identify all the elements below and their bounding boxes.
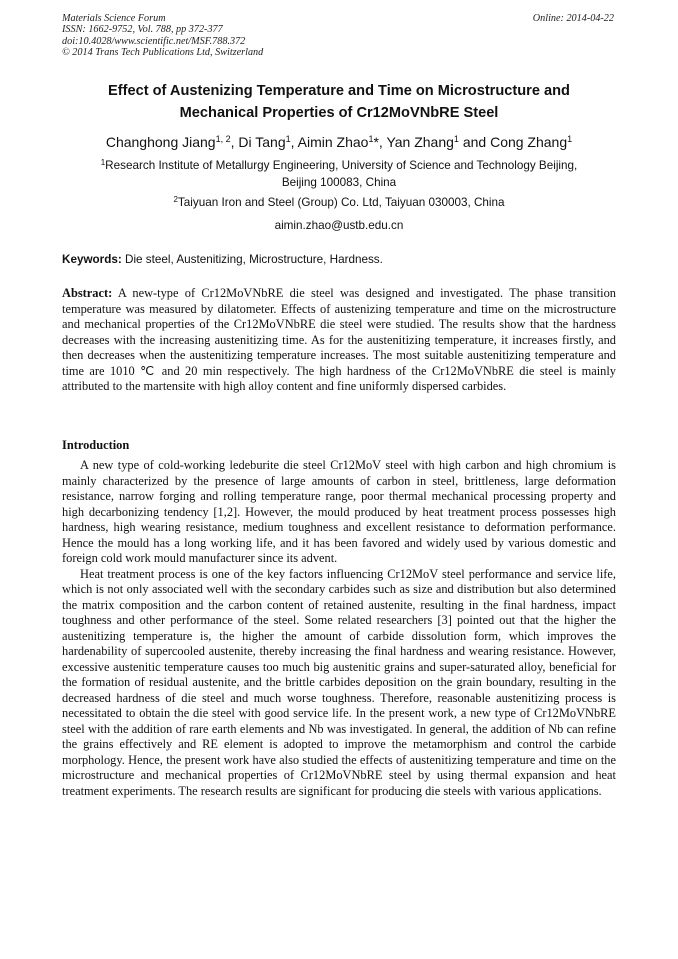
intro-paragraph-1: A new type of cold-working ledeburite die steel Cr12MoV steel with high carbon and high chromium is mainly characterized by the presence of large amounts of carbon in steel, brittleness, large deformation resistance, narrow forging and rolling temperature range, poor thermal mechanical processing property and high decarbonizing tendency [1,2]. However, the mould produced by heat treatment process possesses high hardness, high wearing resistance, medium toughness and excellent resistance to deformation performance. Hence the mould has a long working life, and it has been favored and widely used by various domestic and foreign cold work mould manufacturer since its advent. [62,458,616,565]
author-affiliation-marker: 1 [567,134,573,144]
section-heading-introduction: Introduction [62,438,130,452]
author-separator: , [230,134,239,150]
affiliation-1-marker: 1 [100,158,106,167]
introduction-body [62,458,616,799]
copyright-line: © 2014 Trans Tech Publications Ltd, Switzerland [62,47,264,59]
title-line-2: Mechanical Properties of Cr12MoVNbRE Steel [179,105,499,121]
affiliation-1 [62,157,616,191]
author-separator: , [378,134,387,150]
author-affiliation-marker: 1 [453,134,459,144]
intro-paragraph-2: Heat treatment process is one of the key factors influencing Cr12MoV steel performance and service life, which is not only associated well with the secondary carbides such as size and distribution but also determined the matrix composition and the carbon content of retained austenite, resulting in the final hardness, impact toughness and other performance of the steel. Some related researchers [3] pointed out that the higher the austenitizing temperature is, the higher the amount of carbide dissolution form, which improves the hardenability of supercooled austenite, thereby increasing the final hardness and wearing resistance. However, excessive austenitic temperature causes too much big austenitic grains and super-saturated alloy, beneficial for the formation of residual austenite, and the brittle carbides deposition on the grain boundary, resulting in the decreased hardness of die steel and much worse toughness. Therefore, reasonable austenitizing process is necessitated to obtain the die steel with good service life. In the present work, a new type of Cr12MoVNbRE steel with the addition of rare earth elements and Nb was investigated. In general, the addition of Nb can refine the grains effectively and RE element is adopted to improve the metamorphism and control the carbide morphology. Hence, the present work have also studied the effects of austenitizing temperature and time on the microstructure and mechanical properties of Cr12MoVNbRE steel by using thermal expansion and heat treatment experiments. The research results are significant for producing die steels with various applications. [62,566,616,798]
corresponding-email: aimin.zhao@ustb.edu.cn [274,219,404,232]
author-name: Aimin Zhao [297,134,369,150]
running-header [62,13,614,59]
abstract-label: Abstract: [62,286,113,300]
online-date: Online: 2014-04-22 [532,13,614,24]
abstract [62,286,616,395]
affiliation-1-line-1: Research Institute of Metallurgy Engineering, University of Science and Technology Beijing, [105,159,578,172]
affiliation-2-text: Taiyuan Iron and Steel (Group) Co. Ltd, Taiyuan 030003, China [177,196,505,209]
corresponding-author-mark: * [373,134,379,150]
author-affiliation-marker: 1 [368,134,374,144]
affiliation-1-line-2: Beijing 100083, China [281,176,397,189]
issn-line: ISSN: 1662-9752, Vol. 788, pp 372-377 [62,24,223,36]
keywords [62,251,616,268]
author-name: Changhong Jiang [105,134,216,150]
author-separator: and [458,134,491,150]
abstract-text: A new-type of Cr12MoVNbRE die steel was designed and investigated. The phase transition temperature was measured by dilatometer. Effects of austenizing temperature and time on the microstructure and mechanical properties of the Cr12MoVNbRE die steel were studied. The results show that the hardness decreases with the increasing austenitizing time. As for the austenitizing temperature, it increases firstly, and then decreases when the austenitizing temperature increases. The most suitable austenitizing temperature and time are 1010 ℃ and 20 min respectively. The high hardness of the Cr12MoVNbRE die steel is mainly attributed to the martensite with high alloy content and fine uniformly dispersed carbides. [62,286,616,393]
paper-title [62,80,616,124]
author-affiliation-marker: 1 [285,134,291,144]
keywords-label: Keywords: [62,253,122,266]
author-name: Di Tang [238,134,286,150]
journal-info [62,13,614,59]
author-affiliation-marker: 1, 2 [215,134,231,144]
doi-line: doi:10.4028/www.scientific.net/MSF.788.372 [62,35,246,47]
author-list [50,132,628,152]
keywords-text: Die steel, Austenitizing, Microstructure, Hardness. [121,253,383,266]
author-name: Cong Zhang [490,134,568,150]
author-name: Yan Zhang [386,134,454,150]
journal-name: Materials Science Forum [62,13,166,24]
affiliation-2 [62,194,616,211]
author-separator: , [290,134,298,150]
affiliation-2-marker: 2 [173,195,178,204]
title-line-1: Effect of Austenizing Temperature and Time on Microstructure and [108,83,570,99]
